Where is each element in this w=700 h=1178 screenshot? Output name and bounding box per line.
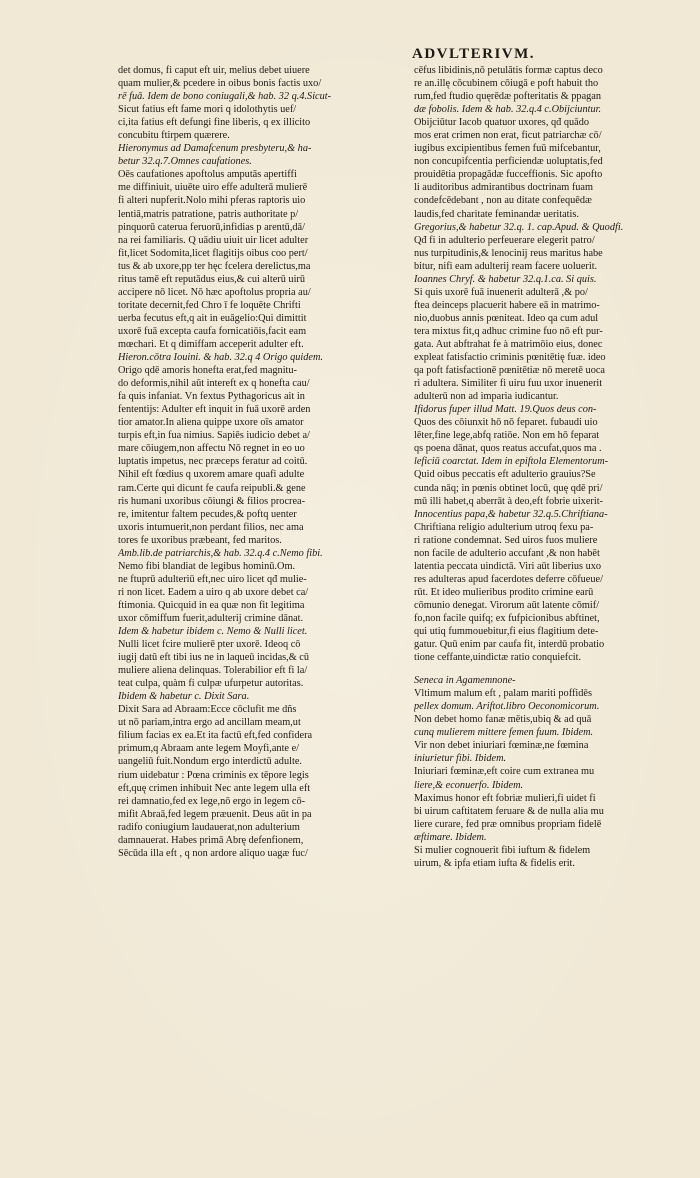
text-line: uxor cōmiffum fuerit,adulterij crimine dānat. (118, 612, 304, 624)
text-line: qui utiq fummouebitur,fi eius flagitium dete- (414, 626, 599, 638)
text-line: non facile de adulterio accufant ,& non habēt (414, 547, 600, 559)
text-line: bitur, nifi eam adulterij ream facere uoluerit. (414, 260, 598, 272)
text-line: laudis,fed charitate feminandæ ueritatis. (414, 208, 579, 220)
text-line: Vltimum malum eft , palam mariti poffidēs (414, 688, 592, 700)
text-line: Dixit Sara ad Abraam:Ecce cōclufit me dñs (118, 704, 297, 716)
text-line: prouidētia propagādæ fucceffionis. Sic apofto (414, 169, 603, 181)
text-line: liere curare, fed præ omnibus propriam fidelē (414, 818, 602, 830)
text-line: uirum, & ipfa etiam iufta & fidelis erit. (414, 857, 575, 869)
text-line: Quos des cōiunxit hō nō feparet. fubaudi uio (414, 417, 598, 429)
text-line: ri adultera. Similiter fi uiru fuu uxor inuenerit (414, 378, 603, 390)
text-line: mifit Abraā,fed legem præuenit. Deus aūt in pa (118, 808, 312, 820)
text-line: uxorē fuā excepta caufa fornicatiōis,facit eam (118, 325, 307, 337)
text-line: fententijs: Adulter eft inquit in fuā uxorē arden (118, 404, 311, 416)
text-line: fit,licet Sodomita,licet flagitijs oibus coo pert/ (118, 247, 308, 259)
text-line: latentia peccata uindictā. Viri aūt liberius uxo (414, 560, 602, 572)
text-line: teat culpa, quàm fi culpæ ufurpetur autoritas. (118, 678, 304, 690)
text-line: rum,fed ftudio quęrēdæ pofteritatis & ppagan (414, 91, 602, 103)
text-line: det domus, fi caput eft uir, melius debet uiuere (118, 65, 310, 76)
text-line: Sicut fatius eft fame mori q idolothytis uef/ (118, 104, 297, 116)
text-line: Obijciūtur Iacob quatuor uxores, qđ quādo (414, 117, 590, 129)
text-line: rūt. Et ideo mulieribus prodito crimine earū (414, 586, 594, 598)
text-line: damnauerat. Habes primā Abrę defenfionem, (118, 834, 304, 846)
text-line: uerba fecutus eft,q ait in euāgelio:Qui dimittit (118, 312, 307, 324)
text-line: Nulli licet fcire mulierē pter uxorē. Ideoq cō (118, 639, 301, 651)
text-line: Iniuriari fœminæ,eft coire cum extranea mu (414, 766, 595, 778)
text-line: Maximus honor eft fobriæ mulieri,fi uidet fi (414, 792, 596, 804)
text-line: eft,quę crimen inhibuit Nec ante legem ulla eft (118, 782, 311, 794)
text-line: ri ratione condemnat. Sed uiros fuos muliere (414, 534, 598, 546)
text-line: mū illi habet,q aberrāt à deo,eft fobrie uixerit- (414, 495, 603, 507)
text-line: iugibus excipientibus femen fuū mifcebantur, (414, 143, 601, 155)
text-line: quam mulier,& pcedere in oibus bonis factis uxo/ (118, 78, 322, 90)
text-line: Non debet homo fanæ mētis,ubiq & ad quā (414, 714, 592, 726)
text-line: ri non licet. Eadem a uiro q ab uxore debet ca/ (118, 586, 309, 598)
citation-line: rē fuā. Idem de bono coniugali,& hab. 32 q.4.Sicut- (118, 91, 332, 103)
citation-line: pellex domum. Ariftot.libro Oeconomicorum. (414, 701, 600, 713)
text-line: re an.illę cōcubinem cōiugā e poft habuit tho (414, 78, 599, 90)
text-line: Oēs caufationes apoftolus amputās apertiffi (118, 169, 297, 181)
text-line: fo,non facile quifq; ex fufpicionibus abftinet, (414, 612, 600, 624)
citation-line: æftimare. Ibidem. (414, 831, 487, 843)
citation-line: Hieronymus ad Damafcenum presbyteru,& ha- (118, 143, 312, 155)
citation-line: Amb.lib.de patriarchis,& hab. 32.q.4 c.Nemo fibi. (118, 547, 323, 559)
citation-line: Ioannes Chryf. & habetur 32.q.1.ca. Si quis. (414, 273, 597, 285)
text-line: tus & ab uxore,pp ter hęc fcelera derelictus,ma (118, 260, 311, 272)
text-line: ne ftuprū adulteriū eft,nec uiro licet qđ mulie- (118, 573, 307, 585)
text-line: Nemo fibi blandiat de legibus hominū.Om. (118, 560, 296, 572)
text-line: ritus tamē eft reputādus eius,& cui alterū uirū (118, 273, 306, 285)
text-line: mare cōiugem,non affectu Nō regnet in eo uo (118, 443, 305, 455)
text-line: gatur. Quū enim par caufa fit, interdū probatio (414, 639, 605, 651)
text-line: uxoris intumuerit,non perdant filios, nec ama (118, 521, 304, 533)
text-line: cōmunio denegat. Virorum aūt latente cōmif/ (414, 599, 600, 611)
text-line: Vir non debet iniuriari fœminæ,ne fœmina (414, 740, 589, 752)
text-line: cēfus libidinis,nō petulātis formæ captus deco (414, 65, 603, 76)
text-line: radifo coniugium laudauerat,non adulterium (118, 821, 300, 833)
text-line: fa quis infaniat. Vn fextus Pythagoricus ait in (118, 391, 305, 403)
text-line: adulterū non ad imparia iudicantur. (414, 391, 559, 403)
text-line: me diffiniuit, uiuēte uiro effe adulterā mulierē (118, 182, 308, 194)
text-line: tione ceffante,uindictæ ratio conquiefcit. (414, 652, 582, 664)
text-line: ris humani uxoribus cōiungi & filios procrea- (118, 495, 306, 507)
citation-line: Ifidorus fuper illud Matt. 19.Quos deus con- (414, 404, 597, 416)
citation-line: liere,& econuerfo. Ibidem. (414, 779, 524, 791)
text-line: rei damnatio,fed ex lege,nō ergo in legem cō- (118, 795, 306, 807)
text-line: cunda nāq; in pœnis obtinet locū, quę qdē pri/ (414, 482, 603, 494)
left-column (118, 64, 398, 860)
text-line: Chriftiana religio adulterium utroq fexu pa- (414, 521, 594, 533)
text-line: iugij datū eft tibi ius ne in laqueū incidas,& cū (118, 652, 310, 664)
text-line: na rei familiaris. Q uādiu uiuit uir licet adulter (118, 234, 309, 246)
text-line: lēter,fine lege,abfq ratiōe. Non em hō feparat (414, 430, 600, 442)
right-column (414, 64, 687, 870)
text-line: qa poft fatisfactionē pœnitētiæ nō meretē uoca (414, 365, 605, 377)
text-line: qs poena dānat, quos reatus accufat,quos ma . (414, 443, 602, 455)
text-line: li auditoribus admirantibus doctrinam fuam (414, 182, 594, 194)
text-line: Qđ fi in adulterio perfeuerare elegerit patro/ (414, 234, 595, 246)
text-line: res adulteras apud facerdotes deferre cōfueue/ (414, 573, 603, 585)
text-line: fi alteri nupferit.Nolo mihi pferas raptoris uio (118, 195, 306, 207)
text-line: Nihil eft fœdius q uxorem amare quafi adulte (118, 469, 305, 481)
text-line: ftea deinceps placuerit habere eā in matrimo- (414, 299, 600, 311)
text-line: pinquorū caterua feruorū,infidias p arentū,dā/ (118, 221, 305, 233)
citation-line: Ibidem & habetur c. Dixit Sara. (118, 691, 250, 703)
text-line: Sēcūda illa eft , q non ardore aliquo uagæ fuc/ (118, 847, 308, 859)
text-line: muliere aliena delinquas. Tolerabilior eft fi la/ (118, 665, 308, 677)
citation-line: betur 32.q.7.Omnes caufationes. (118, 156, 252, 168)
citation-line: Innocentius papa,& habetur 32.q.5.Chriftiana- (414, 508, 608, 520)
text-line: nus turpitudinis,& lenocinij reus maritus habe (414, 247, 603, 259)
text-line: non concupifcentia perficiendæ uoluptatis,fed (414, 156, 603, 168)
text-line: expleat fatisfactio criminis pœnitētię fuæ. ideo (414, 352, 606, 364)
text-line: tores fe uxoribus præbeant, fed maritos. (118, 534, 282, 546)
text-line: nio,duobus annis pœniteat. Ideo qa cum adul (414, 312, 599, 324)
text-line: do deformis,nihil aūt intereft ex q honefta cau/ (118, 378, 310, 390)
text-line: filium facias ex ea.Et ita factū eft,fed confidera (118, 730, 313, 742)
text-line: mos erat crimen non erat, ficut patriarchæ cō/ (414, 130, 602, 142)
text-line: tera mixtus fit,q adhuc crimine fuo nō eft pur- (414, 325, 603, 337)
citation-line: Seneca in Agamemnone- (414, 675, 516, 687)
text-line: ci,ita fatius eft defungi fine liberis, q ex illicito (118, 117, 311, 129)
citation-line: dæ fobolis. Idem & hab. 32.q.4 c.Obijciuntur. (414, 104, 602, 116)
text-line: ftimonia. Quicquid in ea quæ non fit legitima (118, 599, 305, 611)
text-line: Quid oibus peccatis eft adulterio grauius?Se (414, 469, 596, 481)
text-line: gata. Aut abftrahat fe à matrimōio eius, donec (414, 338, 603, 350)
text-line: accipere nō licet. Nō hæc apoftolus propria au/ (118, 286, 311, 298)
citation-line: Idem & habetur ibidem c. Nemo & Nulli licet. (118, 626, 308, 638)
citation-line: Hieron.cōtra Iouini. & hab. 32.q 4 Origo quidem. (118, 352, 323, 364)
text-line: Origo qdē amoris honefta erat,fed magnitu- (118, 365, 297, 377)
text-line: mœchari. Et q dimiffam acceperit adulter eft. (118, 338, 304, 350)
text-line: rium uidebatur : Pœna criminis ex tēpore legis (118, 769, 309, 781)
text-line: turpis eft,in fua nimius. Sapiēs iudicio debet a/ (118, 430, 310, 442)
text-line: concubitu ftirpem quærere. (118, 130, 230, 142)
text-line: ram.Certe qui dicunt fe caufa reipubli.& gene (118, 482, 306, 494)
text-line: re, imitentur faltem pecudes,& poftq uenter (118, 508, 297, 520)
citation-line: Gregorius,& habetur 32.q. 1. cap.Apud. & Quodfi. (414, 221, 624, 233)
text-line: Si mulier cognouerit fibi iuftum & fidelem (414, 844, 591, 856)
text-line: ut nō pariam,intra ergo ad ancillam meam,ut (118, 717, 301, 729)
text-line: toritate decernit,fed Chro ī fe loquēte Chrifti (118, 299, 301, 311)
text-line: luptatis impetus, nec præceps feratur ad coitū. (118, 456, 308, 468)
text-line: bi uirum caftitatem feruare & de nulla alia mu (414, 805, 604, 817)
text-line: lentiā,matris patratione, patris authoritate p/ (118, 208, 299, 220)
section-gap (414, 664, 687, 674)
text-line: tior amator.In aliena quippe uxore oīs amator (118, 417, 304, 429)
text-line: condefcēdebant , non au ditate confequēdæ (414, 195, 592, 207)
citation-line: cunq mulierem mittere femen fuum. Ibidem. (414, 727, 594, 739)
citation-line: leficiū coarctat. Idem in epiftola Elementorum- (414, 456, 609, 468)
running-header: ADVLTERIVM. (412, 46, 536, 62)
citation-line: iniurietur fibi. Ibidem. (414, 753, 507, 765)
text-line: primum,q Abraam ante legem Moyfi,ante e/ (118, 743, 299, 755)
text-line: uangeliū fuit.Nondum ergo interdictū adulte. (118, 756, 302, 768)
text-line: Si quis uxorē fuā inuenerit adulterā ,& po/ (414, 286, 588, 298)
